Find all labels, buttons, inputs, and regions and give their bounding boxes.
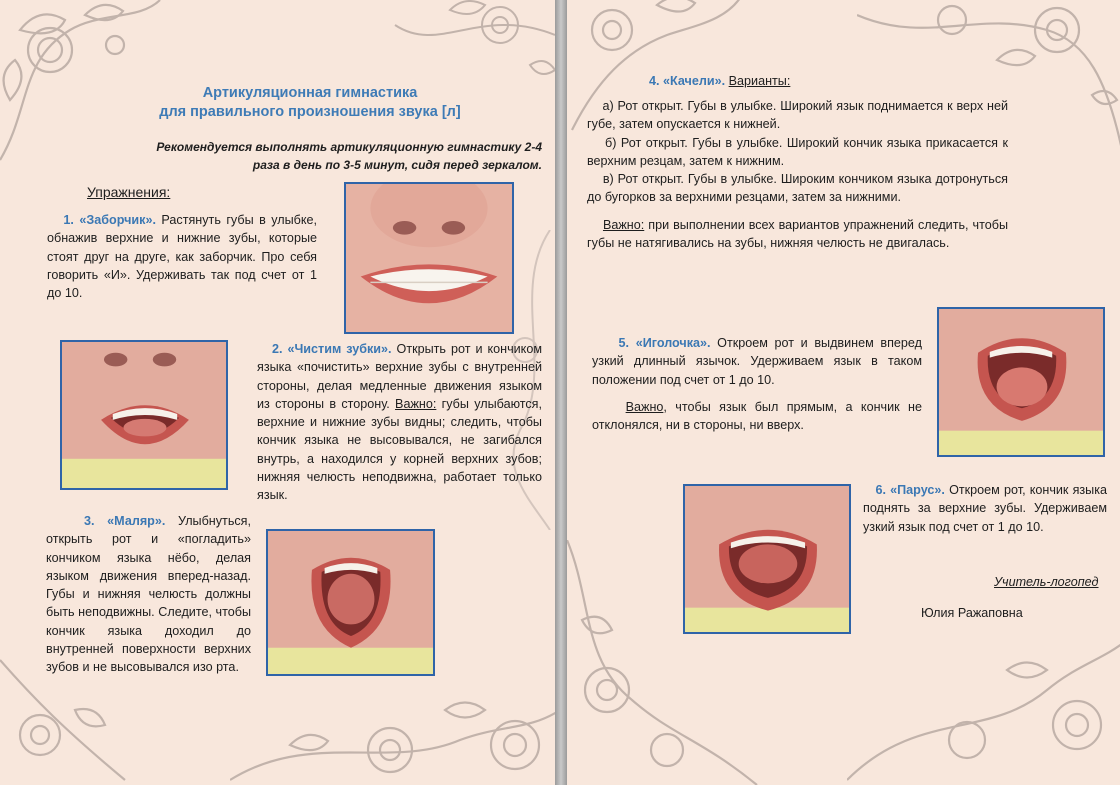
exercise-3-text: Улыбнуться, открыть рот и «погладить» кончиком языка нёбо, делая языком движения вперед-назад. Губы и нижняя челюсть должны быть неподвижны. Следите, чтобы кончик языка доходил до внутренней поверхности верхних зубов и не высовывался изо рта. bbox=[46, 514, 252, 675]
signature-role: Учитель-логопед bbox=[994, 575, 1099, 589]
exercise-3-name: «Маляр». bbox=[107, 514, 166, 528]
exercise-2 bbox=[257, 340, 542, 505]
mouth-photo-3 bbox=[266, 529, 435, 676]
exercise-2-name: «Чистим зубки». bbox=[287, 342, 392, 356]
signature-name: Юлия Ражаповна bbox=[921, 606, 1023, 620]
exercise-1-text: Растянуть губы в улыбке, обнажив верхние и нижние зубы, которые стоят друг на друге, как заборчик. Про себя говорить «И». Удерживать так под счет от 1 до 10. bbox=[47, 213, 318, 301]
mouth-photo bbox=[685, 486, 849, 632]
exercise-2-important-text: губы улыбаются, верхние и нижние зубы видны; следить, чтобы кончик языка не высовывался, не загибался внутрь, а находился у корней верхних зубов; нижняя челюсть неподвижна, работает только язык. bbox=[257, 396, 542, 503]
variant-c bbox=[587, 170, 1008, 207]
mouth-photo-6 bbox=[683, 484, 851, 634]
exercise-2-important-label: Важно: bbox=[395, 396, 437, 411]
exercise-4-number: 4. bbox=[649, 74, 660, 88]
exercise-2-number: 2. bbox=[271, 342, 283, 356]
exercise-6 bbox=[863, 481, 1107, 536]
exercise-1 bbox=[47, 211, 317, 302]
exercise-2-text: Открыть рот и кончиком языка «почистить» верхние зубы с внутренней стороны, делая медленные движения языком из стороны в сторону. bbox=[257, 342, 542, 411]
exercise-4-body bbox=[587, 97, 1008, 252]
exercise-5 bbox=[592, 334, 922, 434]
page-gutter bbox=[555, 0, 567, 785]
exercise-4-name: «Качели». bbox=[663, 74, 726, 88]
exercise-5-number: 5. bbox=[618, 336, 630, 350]
mouth-photo-5 bbox=[937, 307, 1105, 457]
exercise-5-text: Откроем рот и выдвинем вперед узкий длинный язычок. Удерживаем язык в таком положении под счет от 1 до 10. bbox=[592, 336, 923, 387]
exercise-5-main bbox=[592, 334, 922, 389]
exercise-4-important-text: при выполнении всех вариантов упражнений следить, чтобы губы не натягивались на зубы, нижняя челюсть не двигалась. bbox=[587, 217, 1008, 251]
exercise-4-variants-label: Варианты: bbox=[728, 74, 791, 88]
title-line-2: для правильного произношения звука [л] bbox=[159, 104, 461, 120]
variant-b-text: б) Рот открыт. Губы в улыбке. Широкий кончик языка прикасается к верхним резцам, затем к нижним. bbox=[587, 135, 1008, 168]
mouth-photo bbox=[268, 531, 433, 674]
left-page bbox=[0, 0, 555, 785]
section-title: Упражнения: bbox=[87, 184, 171, 200]
mouth-photo bbox=[939, 309, 1103, 455]
exercise-5-name: «Иголочка». bbox=[635, 336, 711, 350]
variant-b bbox=[587, 134, 1008, 171]
exercise-4-header bbox=[649, 72, 949, 90]
title-line-1: Артикуляционная гимнастика bbox=[202, 85, 418, 101]
page-title bbox=[110, 84, 510, 122]
exercise-1-name: «Заборчик». bbox=[79, 213, 156, 227]
mouth-photo bbox=[346, 184, 512, 332]
floral-ornament-icon bbox=[847, 630, 1120, 785]
exercise-4-important bbox=[587, 216, 1008, 253]
exercise-5-important-label: Важно bbox=[625, 399, 664, 414]
exercise-6-number: 6. bbox=[875, 483, 886, 497]
exercise-3-number: 3. bbox=[83, 514, 95, 528]
exercise-5-important-text: , чтобы язык был прямым, а кончик не отклонялся, ни в стороны, ни вверх. bbox=[592, 399, 922, 433]
mouth-photo-2 bbox=[60, 340, 228, 490]
mouth-photo-1 bbox=[344, 182, 514, 334]
variant-a bbox=[587, 97, 1008, 134]
variant-a-text: а) Рот открыт. Губы в улыбке. Широкий язык поднимается к верх ней губе, затем опускается к нижней. bbox=[587, 99, 1009, 132]
recommendation-text: Рекомендуется выполнять артикуляционную гимнастику 2-4 раза в день по 3-5 минут, сидя перед зеркалом. bbox=[156, 140, 542, 172]
exercise-6-text: Откроем рот, кончик языка поднять за верхние зубы. Удерживаем узкий язык под счет от 1 до 10. bbox=[863, 483, 1108, 534]
exercise-5-important bbox=[592, 398, 922, 435]
variant-c-text: в) Рот открыт. Губы в улыбке. Широким кончиком языка дотронуться до бугорков за верхними резцами, затем за нижними. bbox=[587, 172, 1008, 205]
exercise-4-important-label: Важно: bbox=[602, 217, 645, 232]
exercise-3 bbox=[46, 512, 251, 677]
exercise-6-name: «Парус». bbox=[890, 483, 945, 497]
mouth-photo bbox=[62, 342, 226, 488]
floral-ornament-icon bbox=[230, 690, 555, 785]
right-page bbox=[567, 0, 1120, 785]
exercise-1-number: 1. bbox=[63, 213, 74, 227]
